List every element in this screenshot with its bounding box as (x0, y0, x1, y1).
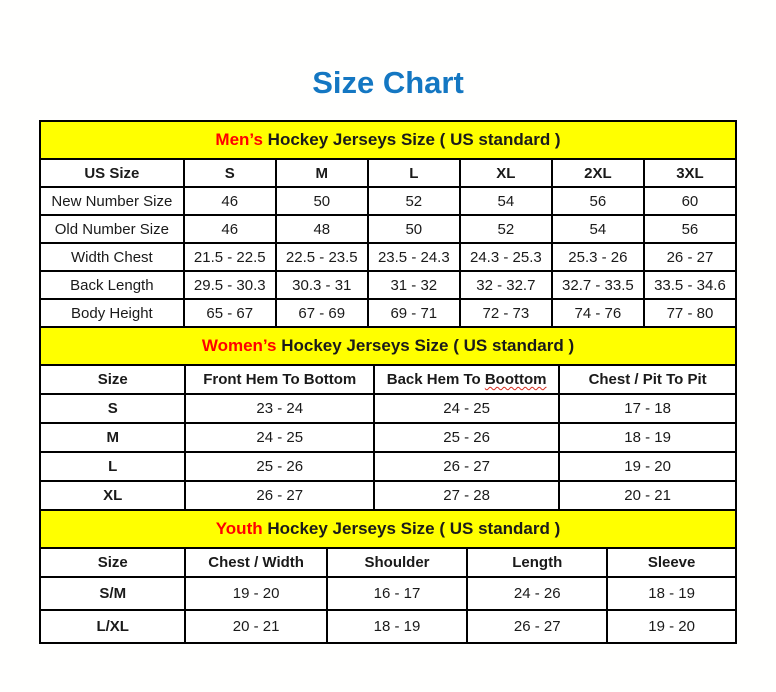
data-cell: 19 - 20 (559, 452, 736, 481)
data-cell: 56 (552, 187, 644, 215)
data-cell: 26 - 27 (185, 481, 374, 510)
data-cell: 46 (184, 187, 276, 215)
womens-header-row (40, 365, 736, 394)
row-label: New Number Size (40, 187, 184, 215)
data-cell: 30.3 - 31 (276, 271, 368, 299)
data-cell: 32.7 - 33.5 (552, 271, 644, 299)
data-cell: 26 - 27 (644, 243, 736, 271)
row-label: Old Number Size (40, 215, 184, 243)
youth-header-row (40, 548, 736, 577)
size-tables (39, 120, 737, 644)
table-row (40, 243, 736, 271)
table-row (40, 481, 736, 510)
data-cell: 65 - 67 (184, 299, 276, 327)
row-label: S/M (40, 577, 185, 610)
data-cell: 31 - 32 (368, 271, 460, 299)
womens-band-row (40, 327, 736, 365)
data-cell: 25 - 26 (185, 452, 374, 481)
row-label: S (40, 394, 185, 423)
womens-section-title-rest: Hockey Jerseys Size ( US standard ) (276, 336, 575, 355)
data-cell: 29.5 - 30.3 (184, 271, 276, 299)
row-label: L/XL (40, 610, 185, 643)
youth-section-title-highlight: Youth (215, 519, 263, 538)
column-header: 3XL (644, 159, 736, 187)
data-cell: 18 - 19 (559, 423, 736, 452)
column-header: S (184, 159, 276, 187)
table-row (40, 299, 736, 327)
column-header: Size (40, 548, 185, 577)
table-row (40, 610, 736, 643)
data-cell: 18 - 19 (327, 610, 468, 643)
data-cell: 20 - 21 (185, 610, 326, 643)
data-cell: 74 - 76 (552, 299, 644, 327)
row-label: Body Height (40, 299, 184, 327)
womens-size-table (39, 326, 737, 511)
row-label: XL (40, 481, 185, 510)
mens-section-title (40, 121, 736, 159)
mens-section-title-highlight: Men’s (215, 130, 263, 149)
data-cell: 56 (644, 215, 736, 243)
data-cell: 54 (552, 215, 644, 243)
data-cell: 22.5 - 23.5 (276, 243, 368, 271)
column-header: Chest / Width (185, 548, 326, 577)
table-row (40, 187, 736, 215)
data-cell: 67 - 69 (276, 299, 368, 327)
youth-section-title (40, 510, 736, 548)
data-cell: 54 (460, 187, 552, 215)
data-cell: 72 - 73 (460, 299, 552, 327)
data-cell: 52 (368, 187, 460, 215)
data-cell: 23 - 24 (185, 394, 374, 423)
column-header: 2XL (552, 159, 644, 187)
data-cell: 26 - 27 (467, 610, 607, 643)
data-cell: 52 (460, 215, 552, 243)
mens-header-row (40, 159, 736, 187)
table-row (40, 423, 736, 452)
data-cell: 19 - 20 (607, 610, 736, 643)
row-label: Back Length (40, 271, 184, 299)
data-cell: 60 (644, 187, 736, 215)
data-cell: 69 - 71 (368, 299, 460, 327)
data-cell: 16 - 17 (327, 577, 468, 610)
page-title: Size Chart (312, 65, 464, 100)
youth-section-title-rest: Hockey Jerseys Size ( US standard ) (262, 519, 561, 538)
data-cell: 17 - 18 (559, 394, 736, 423)
data-cell: 25.3 - 26 (552, 243, 644, 271)
data-cell: 20 - 21 (559, 481, 736, 510)
column-header-misspelled (374, 365, 559, 394)
column-header-prefix: Back Hem To (386, 371, 485, 388)
data-cell: 46 (184, 215, 276, 243)
row-label: L (40, 452, 185, 481)
column-header: Size (40, 365, 185, 394)
column-header: Front Hem To Bottom (185, 365, 374, 394)
spellcheck-squiggle-word: Boottom (484, 371, 547, 388)
data-cell: 27 - 28 (374, 481, 559, 510)
mens-band-row (40, 121, 736, 159)
column-header: Sleeve (607, 548, 736, 577)
row-label: Width Chest (40, 243, 184, 271)
table-row (40, 394, 736, 423)
data-cell: 24 - 25 (185, 423, 374, 452)
table-row (40, 577, 736, 610)
column-header: M (276, 159, 368, 187)
table-row (40, 452, 736, 481)
mens-section-title-rest: Hockey Jerseys Size ( US standard ) (262, 130, 561, 149)
data-cell: 23.5 - 24.3 (368, 243, 460, 271)
womens-section-title (40, 327, 736, 365)
table-row (40, 271, 736, 299)
data-cell: 18 - 19 (607, 577, 736, 610)
column-header: US Size (40, 159, 184, 187)
column-header: Shoulder (327, 548, 468, 577)
youth-size-table (39, 509, 737, 644)
data-cell: 24 - 25 (374, 394, 559, 423)
youth-band-row (40, 510, 736, 548)
data-cell: 25 - 26 (374, 423, 559, 452)
data-cell: 33.5 - 34.6 (644, 271, 736, 299)
data-cell: 48 (276, 215, 368, 243)
data-cell: 26 - 27 (374, 452, 559, 481)
data-cell: 32 - 32.7 (460, 271, 552, 299)
data-cell: 50 (276, 187, 368, 215)
column-header: L (368, 159, 460, 187)
data-cell: 50 (368, 215, 460, 243)
data-cell: 24 - 26 (467, 577, 607, 610)
data-cell: 19 - 20 (185, 577, 326, 610)
data-cell: 77 - 80 (644, 299, 736, 327)
data-cell: 24.3 - 25.3 (460, 243, 552, 271)
row-label: M (40, 423, 185, 452)
mens-size-table (39, 120, 737, 328)
data-cell: 21.5 - 22.5 (184, 243, 276, 271)
table-row (40, 215, 736, 243)
womens-section-title-highlight: Women’s (201, 336, 277, 355)
column-header: Chest / Pit To Pit (559, 365, 736, 394)
column-header: Length (467, 548, 607, 577)
column-header: XL (460, 159, 552, 187)
